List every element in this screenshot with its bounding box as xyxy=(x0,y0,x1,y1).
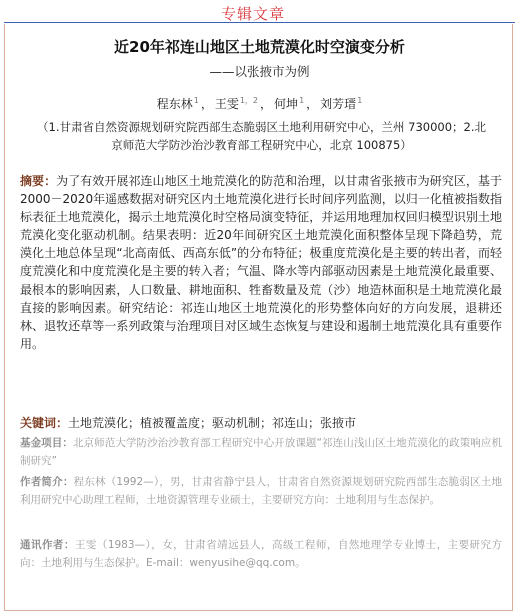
corresponding-text: 王雯（1983—），女，甘肃省靖远县人，高级工程师，自然地理学专业博士，主要研究方向：土地利用与生态保护。E-mail：wenyusihe@qq.com。 xyxy=(20,539,502,569)
author-intro-text: 程东林（1992—），男，甘肃省静宁县人，甘肃省自然资源规划研究院西部生态脆弱区土地利用研究中心助理工程师，土地资源管理专业硕士，主要研究方向：土地利用与生态保护。 xyxy=(20,476,502,506)
article-subtitle: ——以张掖市为例 xyxy=(209,64,310,79)
author-affil-mark: 1 xyxy=(193,96,199,105)
author-separator: ， xyxy=(306,97,319,111)
author-intro xyxy=(20,474,502,509)
author-list xyxy=(0,95,519,112)
keywords-label: 关键词： xyxy=(20,416,69,430)
header-rule xyxy=(4,22,515,23)
affiliations: （1.甘肃省自然资源规划研究院西部生态脆弱区土地利用研究中心，兰州 730000；2.北京师范大学防沙治沙教育部工程研究中心，北京 100875） xyxy=(37,120,486,152)
keywords xyxy=(20,414,502,432)
column-tag: 专辑文章 xyxy=(221,5,286,23)
fund-text: 北京师范大学防沙治沙教育部工程研究中心开放课题“祁连山浅山区土地荒漠化的政策响应机制研究” xyxy=(20,437,502,467)
author-affil-mark: 1 xyxy=(299,96,305,105)
author-name: 何坤 xyxy=(274,97,299,111)
abstract xyxy=(20,172,502,353)
fund-label: 基金项目： xyxy=(20,437,73,449)
fund-note xyxy=(20,435,502,470)
corresponding-label: 通讯作者： xyxy=(20,539,75,551)
author-name: 刘芳瑨 xyxy=(320,97,357,111)
author-affil-mark: 1，2 xyxy=(239,96,259,105)
author-affil-mark: 1 xyxy=(357,96,363,105)
author-separator: ， xyxy=(260,97,273,111)
keywords-text: 土地荒漠化；植被覆盖度；驱动机制；祁连山；张掖市 xyxy=(68,416,357,430)
abstract-text: 为了有效开展祁连山地区土地荒漠化的防范和治理，以甘肃省张掖市为研究区，基于2000－2020年遥感数据对研究区内土地荒漠化进行长时间序列监测，以归一化植被指数指标表征土地荒漠化，揭示土地荒漠化时空格局演变特征，并运用地理加权回归模型识别土地荒漠化变化驱动机制。结果表明：近20年间研究区土地荒漠化面积整体呈现下降趋势，荒漠化土地总体呈现“北高南低、西高东低”的分布特征；极重度荒漠化是主要的转出者，而轻度荒漠化和中度荒漠化是主要的转入者；气温、降水等内部驱动因素是土地荒漠化最重要、最根本的影响因素，人口数量、耕地面积、牲畜数量及荒（沙）地造林面积是土地荒漠化最直接的影响因素。研究结论：祁连山地区土地荒漠化的形势整体向好的方向发展，退耕还林、退牧还草等一系列政策与治理项目对区域生态恢复与建设和遏制土地荒漠化具有重要作用。 xyxy=(20,174,502,351)
corresponding-author xyxy=(20,537,502,572)
article-title: 近20年祁连山地区土地荒漠化时空演变分析 xyxy=(114,38,405,56)
abstract-label: 摘要： xyxy=(20,174,57,188)
author-name: 王雯 xyxy=(214,97,239,111)
author-intro-label: 作者简介： xyxy=(20,476,74,488)
author-name: 程东林 xyxy=(156,97,193,111)
author-separator: ， xyxy=(200,97,213,111)
